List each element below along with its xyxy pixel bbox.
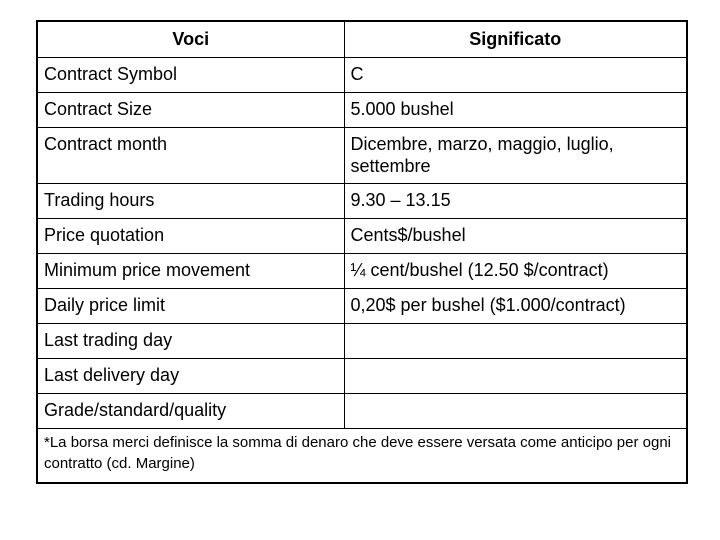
row-value: Dicembre, marzo, maggio, luglio, settembre [344, 128, 687, 184]
row-label: Minimum price movement [37, 254, 344, 289]
row-value: Cents$/bushel [344, 219, 687, 254]
row-label: Last trading day [37, 324, 344, 359]
row-value [344, 394, 687, 429]
table-row [37, 128, 687, 184]
header-voci: Voci [37, 21, 344, 58]
row-value: 5.000 bushel [344, 93, 687, 128]
table-row [37, 58, 687, 93]
row-value [344, 359, 687, 394]
row-label: Contract Size [37, 93, 344, 128]
contract-spec-table [36, 20, 688, 484]
row-label: Contract month [37, 128, 344, 184]
table-row [37, 289, 687, 324]
table-row [37, 184, 687, 219]
table-header-row [37, 21, 687, 58]
row-value: 0,20$ per bushel ($1.000/contract) [344, 289, 687, 324]
row-label: Last delivery day [37, 359, 344, 394]
table-row [37, 359, 687, 394]
footnote-row [37, 429, 687, 484]
row-label: Price quotation [37, 219, 344, 254]
table-row [37, 394, 687, 429]
footnote: *La borsa merci definisce la somma di denaro che deve essere versata come anticipo per ogni contratto (cd. Margine) [37, 429, 687, 484]
row-value [344, 324, 687, 359]
row-value: ¼ cent/bushel (12.50 $/contract) [344, 254, 687, 289]
table-row [37, 324, 687, 359]
table-row [37, 219, 687, 254]
row-label: Grade/standard/quality [37, 394, 344, 429]
table-row [37, 93, 687, 128]
row-label: Contract Symbol [37, 58, 344, 93]
header-significato: Significato [344, 21, 687, 58]
row-value: 9.30 – 13.15 [344, 184, 687, 219]
table-row [37, 254, 687, 289]
row-label: Trading hours [37, 184, 344, 219]
row-label: Daily price limit [37, 289, 344, 324]
row-value: C [344, 58, 687, 93]
